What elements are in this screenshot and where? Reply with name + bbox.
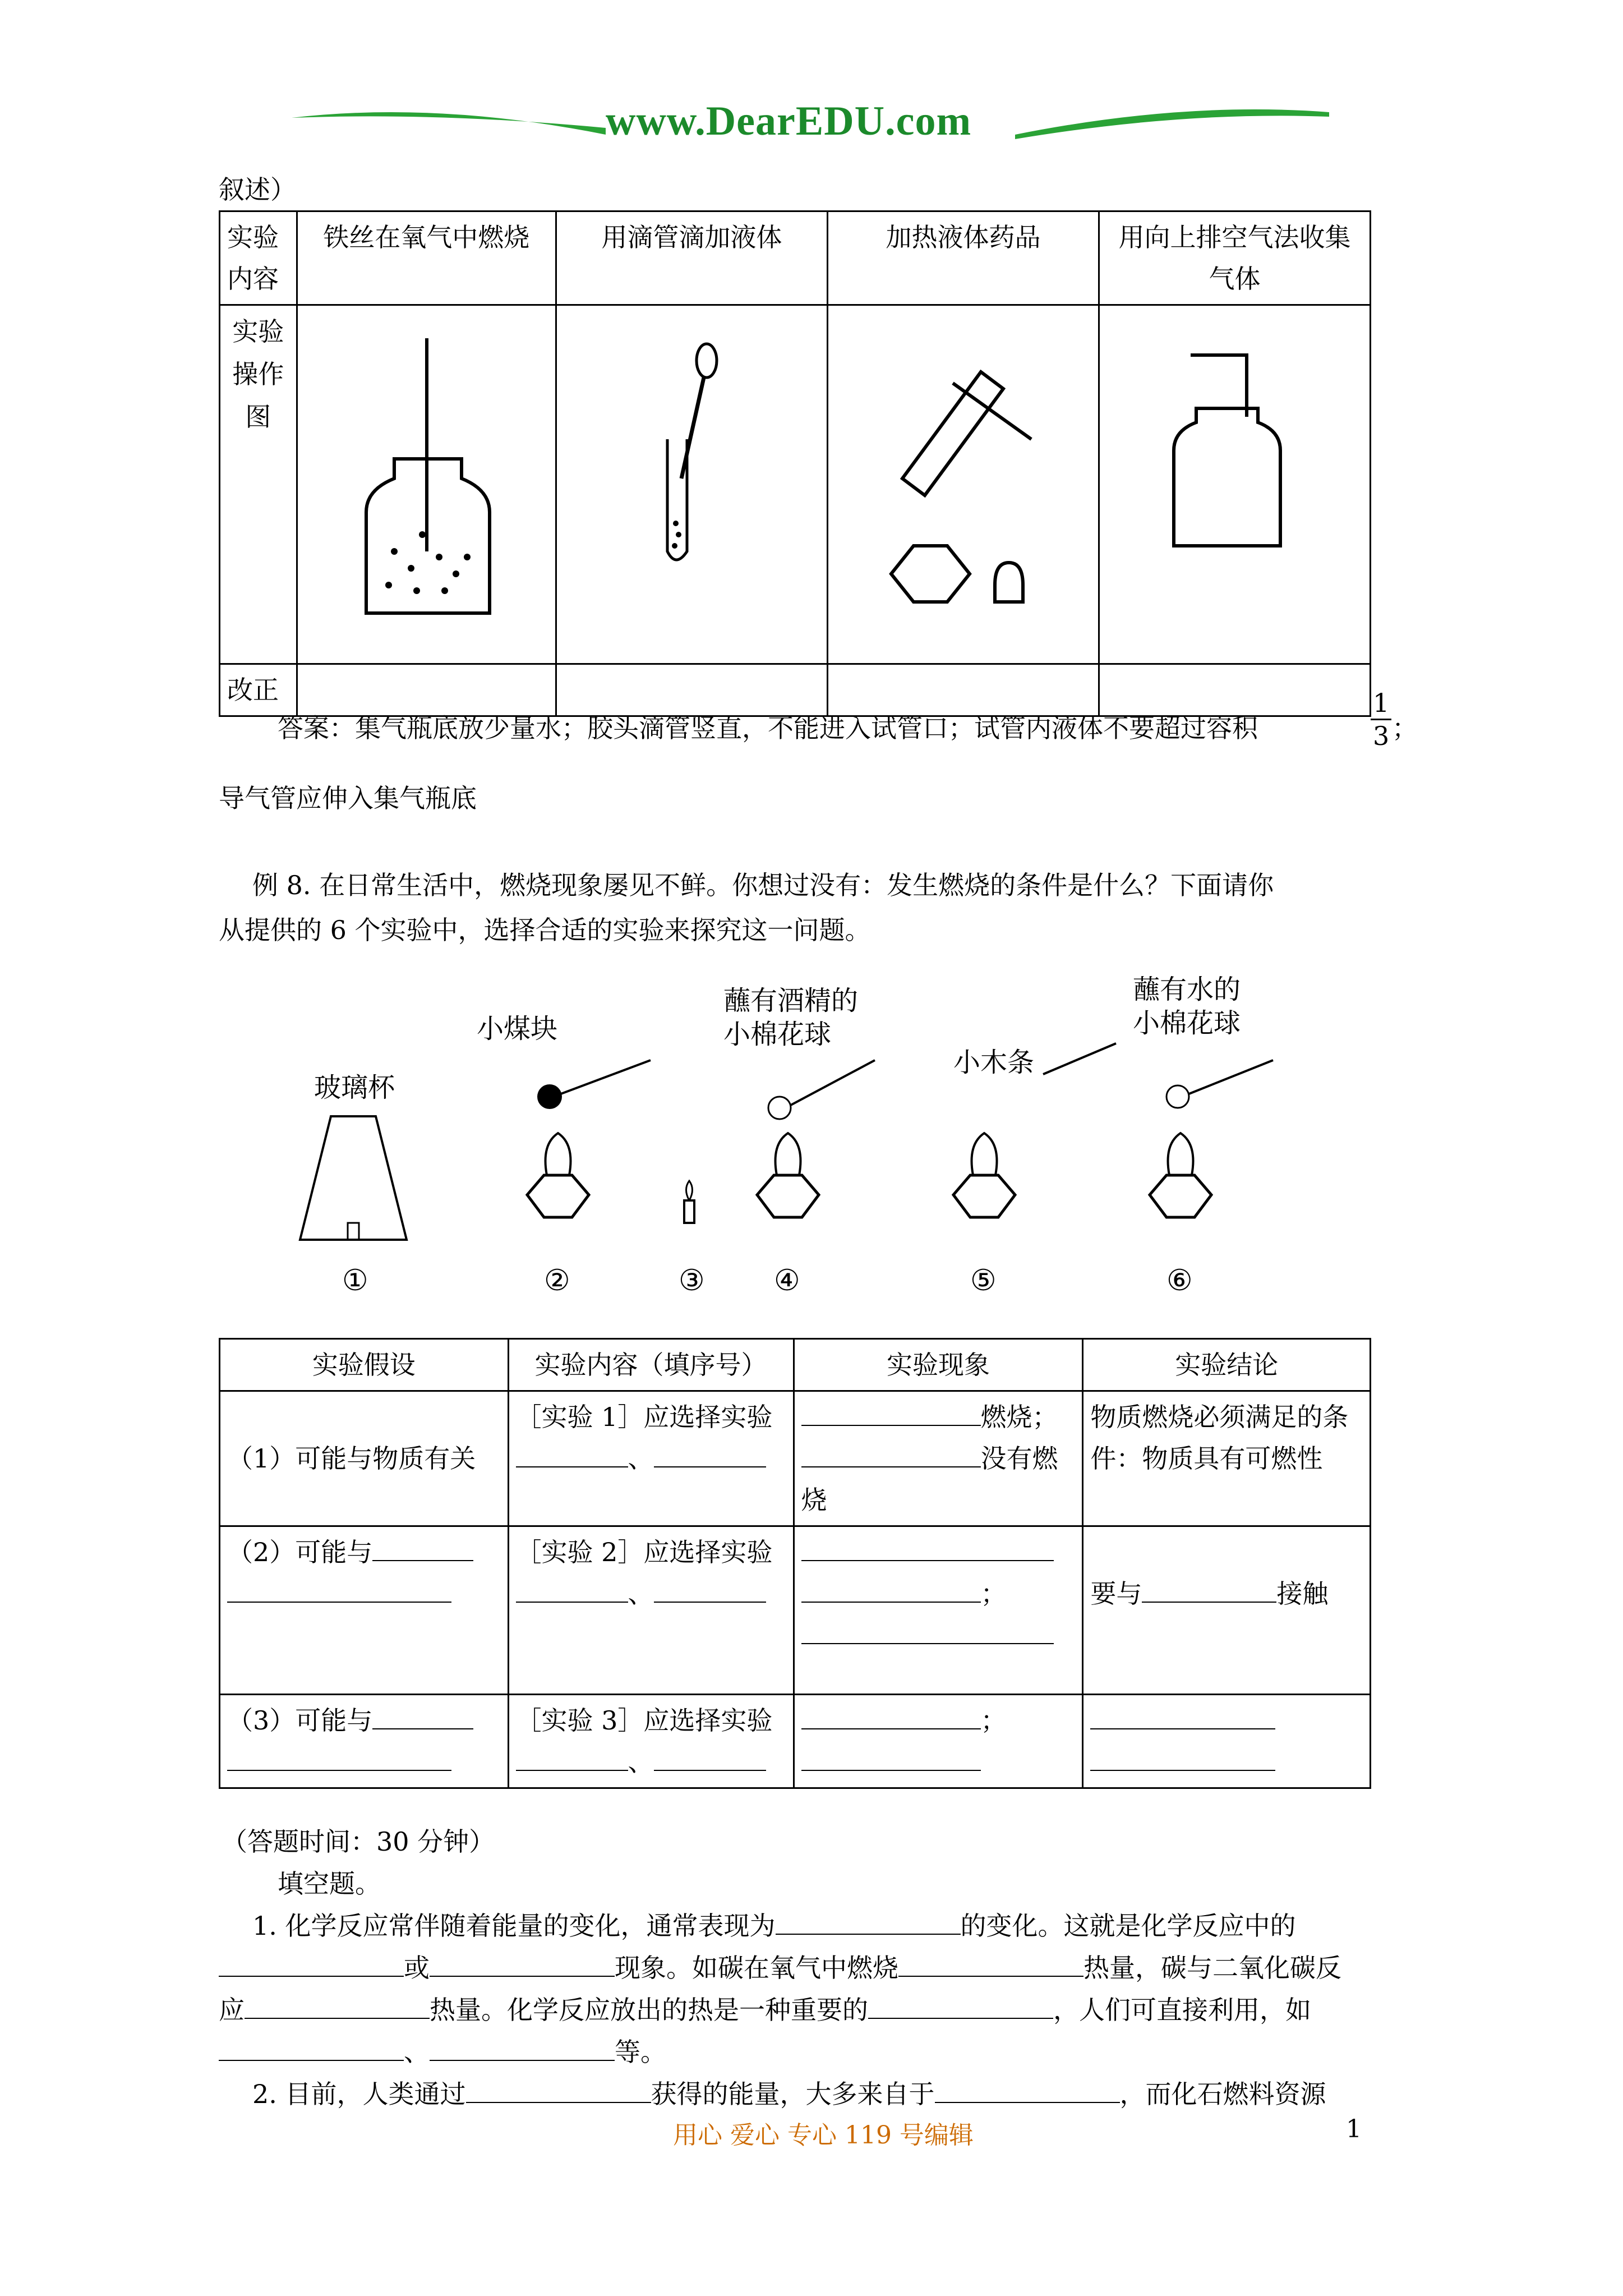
row2-hypothesis [220,1526,509,1695]
row2-content [508,1526,794,1695]
label-water-l2: 小棉花球 [1133,1007,1241,1039]
q1-line4 [219,2031,666,2073]
num-1: ① [342,1264,368,1297]
num-5: ⑤ [970,1264,997,1297]
num-3: ③ [679,1264,705,1297]
figure-heating [827,305,1099,664]
q1-l3a: 应 [219,1995,245,2025]
q1-blank-6[interactable] [868,1993,1053,2019]
figure-dropper [556,305,827,664]
row3-hyp-blank-b[interactable] [227,1745,451,1771]
row1-hypothesis: （1）可能与物质有关 [220,1391,509,1526]
q1-line1 [252,1904,1296,1947]
fraction-numerator: 1 [1371,687,1391,720]
th-hypothesis: 实验假设 [220,1339,509,1391]
q1-blank-5[interactable] [245,1993,430,2019]
row1-phenomenon [794,1391,1083,1526]
alcohol-lamp-test-tube-icon [835,310,1071,647]
fraction-denominator: 3 [1373,721,1390,751]
dropper-test-tube-icon [564,310,799,647]
row2-phenomenon [794,1526,1083,1695]
q1-blank-8[interactable] [430,2035,615,2061]
page-number: 1 [1346,2115,1362,2143]
alcohol-lamp-icon [527,1133,589,1217]
row3-blank-b[interactable] [654,1745,766,1771]
example8-line1: 例 8. 在日常生活中，燃烧现象屡见不鲜。你想过没有：发生燃烧的条件是什么？下面请你 [252,870,1274,900]
prev-label: 叙述） [219,174,296,205]
row3-content-a: ［实验 3］应选择实验 [515,1705,773,1736]
num-6: ⑥ [1166,1264,1193,1297]
col-iron-burning: 铁丝在氧气中燃烧 [297,211,556,305]
time-note: （答题时间：30 分钟） [222,1826,495,1857]
row3-concl-blank-a[interactable] [1090,1704,1275,1729]
row1-phen-blank-b[interactable] [801,1442,981,1467]
figure-iron-wire [297,305,556,664]
row2-phen-semicolon: ； [980,1579,1007,1609]
answer-text: 答案：集气瓶底放少量水；胶头滴管竖直，不能进入试管口；试管内液体不要超过容积 [278,713,1258,743]
row-header-fix: 改正 [220,664,297,716]
row1-blank-a[interactable] [516,1442,628,1467]
row3-content [508,1695,794,1788]
th-conclusion: 实验结论 [1083,1339,1371,1391]
q1-l3c: ，人们可直接利用，如 [1053,1995,1311,2025]
q1-l2b: 现象。如碳在氧气中燃烧 [615,1953,898,1983]
row2-concl-b: 接触 [1276,1579,1329,1609]
row2-hyp-blank-a[interactable] [372,1535,473,1561]
row3-hyp: （3）可能与 [227,1705,373,1736]
col-dropper: 用滴管滴加液体 [556,211,827,305]
alcohol-lamp-icon-4 [757,1133,819,1217]
example8-line2: 从提供的 6 个实验中，选择合适的实验来探究这一问题。 [219,915,871,945]
hypothesis-table [219,1338,1371,1789]
row2-content-a: ［实验 2］应选择实验 [515,1537,773,1567]
label-alcohol-l1: 蘸有酒精的 [723,985,859,1016]
gas-bottle-icon [1106,310,1342,647]
water-cotton-icon [1166,1085,1189,1108]
alcohol-cotton-icon [768,1097,791,1119]
fill-title: 填空题。 [278,1869,381,1899]
col-gas-collection: 用向上排空气法收集气体 [1099,211,1370,305]
row2-blank-a[interactable] [516,1577,628,1603]
experiment-table [219,210,1371,717]
q1-line2 [219,1947,1341,1989]
col-heating: 加热液体药品 [827,211,1099,305]
label-wood-stick: 小木条 [953,1047,1035,1078]
row3-conclusion [1083,1695,1371,1788]
th-phenomenon: 实验现象 [794,1339,1083,1391]
q2-a: 2. 目前，人类通过 [252,2079,466,2109]
q1-l4b: 等。 [615,2037,666,2067]
row2-blank-b[interactable] [654,1577,766,1603]
gas-jar-iron-wire-icon [305,310,529,647]
label-water-l1: 蘸有水的 [1133,976,1241,1005]
wood-stick-icon [1043,1043,1116,1074]
q1-blank-2[interactable] [219,1951,404,1977]
q1-blank-7[interactable] [219,2035,404,2061]
row2-phen-blank-b[interactable] [801,1577,981,1603]
row2-phen-blank-a[interactable] [801,1535,1054,1561]
coal-icon [537,1084,562,1109]
label-alcohol-l2: 小棉花球 [723,1019,832,1050]
num-2: ② [544,1264,570,1297]
label-glass-cup: 玻璃杯 [314,1072,395,1103]
row1-phen-b: 没有燃 [980,1443,1058,1474]
q1-l1b: 的变化。这就是化学反应中的 [960,1911,1296,1941]
q1-l4a: 、 [404,2037,430,2067]
logo-text[interactable]: www.DearEDU.com [606,98,972,144]
row1-phen-c: 烧 [801,1485,827,1515]
q1-l2c: 热量，碳与二氧化碳反 [1083,1953,1341,1983]
row3-sep: 、 [628,1747,654,1777]
row3-hyp-blank-a[interactable] [372,1704,473,1729]
q2-line1 [252,2073,1326,2115]
figure-gas-bottle [1099,305,1370,664]
th-content: 实验内容（填序号） [508,1339,794,1391]
alcohol-lamp-icon-6 [1150,1133,1211,1217]
q2-blank-1[interactable] [466,2077,651,2103]
row3-blank-a[interactable] [516,1745,628,1771]
row3-phen-blank-a[interactable] [801,1704,981,1729]
glass-cup-icon [300,1116,407,1240]
row1-content [508,1391,794,1526]
q1-line3 [219,1989,1311,2031]
row3-phen-blank-b[interactable] [801,1745,981,1771]
row3-hypothesis [220,1695,509,1788]
row2-hyp-blank-b[interactable] [227,1577,451,1603]
row1-conclusion: 物质燃烧必须满足的条件：物质具有可燃性 [1083,1391,1371,1526]
row3-concl-blank-b[interactable] [1090,1745,1275,1771]
answer-tail: ； [1392,713,1418,743]
row1-phen-a: 燃烧； [980,1402,1058,1432]
q1-l1a: 1. 化学反应常伴随着能量的变化，通常表现为 [252,1911,776,1941]
q1-blank-1[interactable] [776,1909,961,1935]
q1-blank-4[interactable] [898,1951,1083,1977]
row1-sep: 、 [628,1443,654,1474]
row2-hyp: （2）可能与 [227,1537,373,1567]
row2-conclusion [1083,1526,1371,1695]
row-header-content: 实验内容 [220,211,297,305]
answer-fraction [1371,687,1391,752]
row3-phenomenon [794,1695,1083,1788]
row3-phen-semicolon: ； [980,1705,1007,1736]
q1-l2a: 或 [404,1953,430,1983]
row2-sep: 、 [628,1579,654,1609]
row1-blank-b[interactable] [654,1442,766,1467]
q2-c: ，而化石燃料资源 [1119,2079,1326,2109]
row1-content-a: ［实验 1］应选择实验 [515,1402,773,1432]
row2-phen-blank-c[interactable] [801,1618,1054,1644]
row-header-figure: 实验操作图 [220,305,297,664]
combustion-experiments-figure [292,976,1357,1301]
alcohol-lamp-icon-5 [953,1133,1015,1217]
q2-b: 获得的能量，大多来自于 [651,2079,935,2109]
candle-icon [684,1181,694,1223]
header-logo [292,95,1329,151]
row2-concl-a: 要与 [1090,1579,1142,1609]
answer-line2: 导气管应伸入集气瓶底 [219,783,477,813]
q2-blank-2[interactable] [935,2077,1120,2103]
row1-phen-blank-a[interactable] [801,1400,981,1426]
num-4: ④ [774,1264,800,1297]
row2-concl-blank[interactable] [1142,1577,1276,1603]
q1-l3b: 热量。化学反应放出的热是一种重要的 [430,1995,868,2025]
q1-blank-3[interactable] [430,1951,615,1977]
label-coal: 小煤块 [477,1013,558,1045]
footer-text: 用心 爱心 专心 119 号编辑 [673,2121,974,2150]
